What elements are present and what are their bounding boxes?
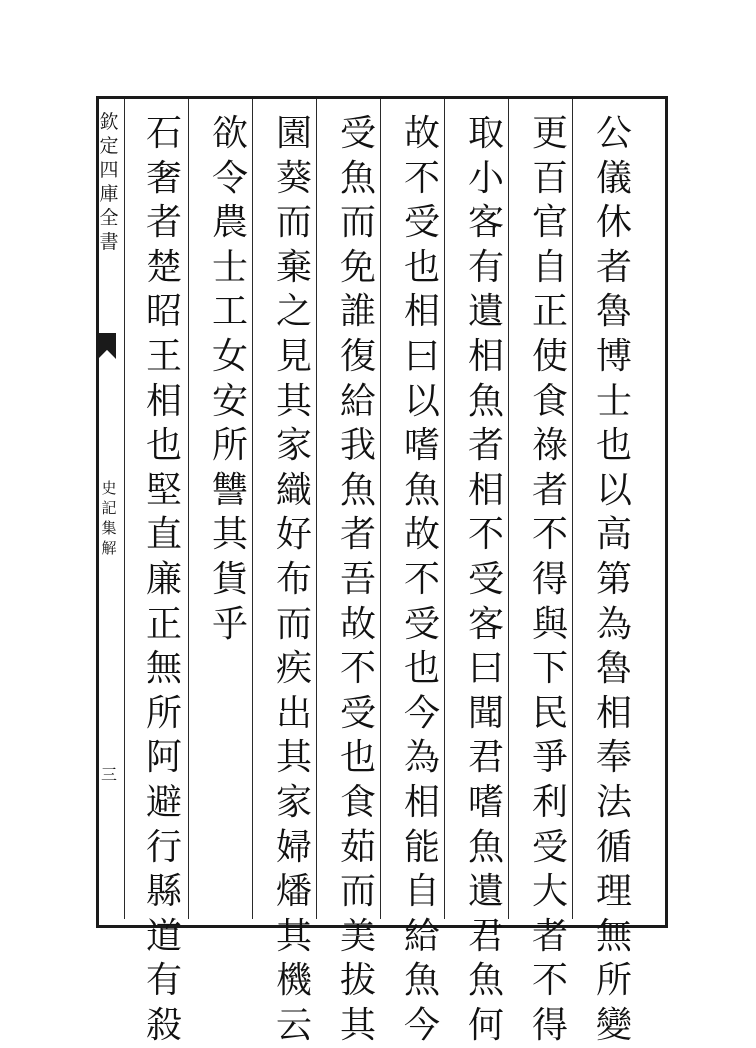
text-char: 王 [145, 335, 182, 377]
text-char: 正 [145, 603, 182, 645]
text-char: 相 [467, 335, 504, 377]
text-char: 民 [531, 692, 568, 734]
text-char: 無 [595, 915, 632, 957]
text-char: 布 [275, 558, 312, 600]
text-char: 正 [531, 291, 568, 333]
text-char: 家 [275, 781, 312, 823]
text-char: 者 [145, 202, 182, 244]
text-char: 道 [145, 915, 182, 957]
text-column-3 [462, 112, 510, 1048]
text-char: 拔 [339, 960, 376, 1002]
text-char: 所 [595, 960, 632, 1002]
text-char: 循 [595, 826, 632, 868]
margin-char: 欽 [99, 111, 119, 133]
text-char: 好 [275, 514, 312, 556]
text-column-8 [140, 112, 188, 1048]
text-char: 昭 [145, 291, 182, 333]
text-char: 為 [595, 603, 632, 645]
text-char: 客 [467, 603, 504, 645]
text-char: 也 [403, 246, 440, 288]
text-column-4 [398, 112, 446, 1048]
text-char: 而 [339, 871, 376, 913]
text-char: 其 [275, 380, 312, 422]
margin-char: 記 [101, 499, 117, 517]
text-char: 無 [145, 648, 182, 690]
text-char: 利 [531, 781, 568, 823]
text-char: 而 [275, 202, 312, 244]
text-char: 聞 [467, 692, 504, 734]
text-char: 今 [403, 1004, 440, 1046]
text-char: 不 [403, 157, 440, 199]
text-char: 魚 [467, 380, 504, 422]
margin-char: 定 [99, 135, 119, 157]
text-char: 也 [145, 425, 182, 467]
text-char: 受 [403, 202, 440, 244]
text-char: 不 [339, 648, 376, 690]
text-char: 官 [531, 202, 568, 244]
text-char: 故 [403, 113, 440, 154]
text-char: 魚 [467, 826, 504, 868]
text-char: 故 [403, 514, 440, 556]
margin-page-number [96, 764, 122, 786]
text-char: 曰 [403, 335, 440, 377]
text-char: 美 [339, 915, 376, 957]
text-char: 為 [403, 737, 440, 779]
text-char: 阿 [145, 737, 182, 779]
text-char: 客 [467, 202, 504, 244]
text-char: 祿 [531, 425, 568, 467]
text-char: 食 [531, 380, 568, 422]
text-char: 所 [211, 425, 248, 467]
text-char: 高 [595, 514, 632, 556]
text-char: 士 [211, 246, 248, 288]
text-char: 相 [467, 469, 504, 511]
text-char: 安 [211, 380, 248, 422]
text-char: 棄 [275, 246, 312, 288]
text-char: 奢 [145, 157, 182, 199]
text-char: 讐 [211, 469, 248, 511]
text-char: 故 [339, 603, 376, 645]
text-char: 得 [531, 558, 568, 600]
text-char: 自 [531, 246, 568, 288]
text-char: 也 [403, 648, 440, 690]
text-char: 相 [145, 380, 182, 422]
text-char: 法 [595, 781, 632, 823]
text-char: 其 [339, 1004, 376, 1046]
text-column-7 [206, 112, 254, 647]
text-char: 女 [211, 335, 248, 377]
text-char: 者 [531, 915, 568, 957]
text-char: 不 [403, 558, 440, 600]
text-char: 能 [403, 826, 440, 868]
text-char: 其 [275, 737, 312, 779]
text-char: 復 [339, 335, 376, 377]
text-column-5 [334, 112, 382, 1048]
margin-book-series-title [96, 110, 122, 254]
text-char: 出 [275, 692, 312, 734]
text-char: 令 [211, 157, 248, 199]
text-char: 更 [531, 113, 568, 154]
text-char: 下 [531, 648, 568, 690]
text-char: 疾 [275, 648, 312, 690]
text-column-1 [590, 112, 638, 1048]
text-char: 使 [531, 335, 568, 377]
text-char: 以 [403, 380, 440, 422]
text-char: 葵 [275, 157, 312, 199]
text-char: 堅 [145, 469, 182, 511]
margin-char: 解 [101, 539, 117, 557]
text-char: 石 [145, 113, 182, 154]
text-char: 工 [211, 291, 248, 333]
text-char: 嗜 [403, 425, 440, 467]
text-char: 乎 [211, 603, 248, 645]
text-char: 有 [145, 960, 182, 1002]
text-char: 相 [403, 291, 440, 333]
text-char: 其 [275, 915, 312, 957]
text-char: 受 [403, 603, 440, 645]
text-char: 給 [403, 915, 440, 957]
text-char: 直 [145, 514, 182, 556]
margin-book-title [96, 478, 122, 558]
text-char: 小 [467, 157, 504, 199]
text-char: 相 [595, 692, 632, 734]
text-char: 大 [531, 871, 568, 913]
text-char: 者 [531, 469, 568, 511]
text-char: 廉 [145, 558, 182, 600]
text-char: 魚 [403, 469, 440, 511]
text-char: 魯 [595, 291, 632, 333]
text-char: 避 [145, 781, 182, 823]
text-char: 其 [211, 514, 248, 556]
text-char: 何 [467, 1004, 504, 1046]
column-rule [124, 99, 125, 919]
text-char: 第 [595, 558, 632, 600]
text-char: 奉 [595, 737, 632, 779]
text-char: 吾 [339, 558, 376, 600]
text-char: 受 [467, 558, 504, 600]
text-char: 士 [595, 380, 632, 422]
text-char: 理 [595, 871, 632, 913]
text-char: 遺 [467, 871, 504, 913]
text-char: 行 [145, 826, 182, 868]
text-column-2 [526, 112, 574, 1048]
text-char: 變 [595, 1004, 632, 1046]
margin-char: 史 [101, 479, 117, 497]
text-char: 茹 [339, 826, 376, 868]
text-char: 公 [595, 113, 632, 154]
text-char: 也 [595, 425, 632, 467]
text-char: 楚 [145, 246, 182, 288]
text-char: 婦 [275, 826, 312, 868]
text-char: 欲 [211, 113, 248, 154]
text-char: 之 [275, 291, 312, 333]
text-char: 自 [403, 871, 440, 913]
text-char: 者 [595, 246, 632, 288]
text-char: 受 [339, 692, 376, 734]
margin-char: 集 [101, 519, 117, 537]
text-char: 者 [467, 425, 504, 467]
text-char: 免 [339, 246, 376, 288]
text-char: 博 [595, 335, 632, 377]
text-char: 曰 [467, 648, 504, 690]
text-char: 機 [275, 960, 312, 1002]
text-char: 有 [467, 246, 504, 288]
text-char: 魚 [403, 960, 440, 1002]
margin-char: 全 [99, 207, 119, 229]
text-char: 縣 [145, 871, 182, 913]
text-char: 殺 [145, 1004, 182, 1046]
text-char: 食 [339, 781, 376, 823]
text-column-6 [270, 112, 318, 1048]
text-char: 不 [531, 960, 568, 1002]
text-char: 誰 [339, 291, 376, 333]
text-char: 魚 [339, 469, 376, 511]
text-char: 也 [339, 737, 376, 779]
text-char: 園 [275, 113, 312, 154]
text-char: 魚 [339, 157, 376, 199]
text-char: 燔 [275, 871, 312, 913]
margin-char: 三 [100, 765, 117, 784]
text-char: 嗜 [467, 781, 504, 823]
text-char: 所 [145, 692, 182, 734]
text-char: 君 [467, 737, 504, 779]
text-char: 農 [211, 202, 248, 244]
text-char: 與 [531, 603, 568, 645]
text-char: 見 [275, 335, 312, 377]
margin-char: 四 [99, 159, 119, 181]
text-char: 君 [467, 915, 504, 957]
text-char: 百 [531, 157, 568, 199]
text-char: 儀 [595, 157, 632, 199]
margin-char: 書 [99, 231, 119, 253]
text-char: 而 [339, 202, 376, 244]
text-char: 而 [275, 603, 312, 645]
text-char: 受 [531, 826, 568, 868]
text-char: 得 [531, 1004, 568, 1046]
text-char: 織 [275, 469, 312, 511]
text-char: 我 [339, 425, 376, 467]
text-char: 取 [467, 113, 504, 154]
text-char: 休 [595, 202, 632, 244]
text-char: 不 [467, 514, 504, 556]
text-char: 不 [531, 514, 568, 556]
text-char: 以 [595, 469, 632, 511]
text-char: 貨 [211, 558, 248, 600]
text-char: 者 [339, 514, 376, 556]
text-char: 魚 [467, 960, 504, 1002]
text-char: 云 [275, 1004, 312, 1046]
margin-char: 庫 [99, 183, 119, 205]
text-char: 相 [403, 781, 440, 823]
text-char: 家 [275, 425, 312, 467]
text-char: 受 [339, 113, 376, 154]
text-char: 魯 [595, 648, 632, 690]
text-char: 遺 [467, 291, 504, 333]
text-char: 今 [403, 692, 440, 734]
text-char: 爭 [531, 737, 568, 779]
text-char: 給 [339, 380, 376, 422]
column-rule [188, 99, 189, 919]
